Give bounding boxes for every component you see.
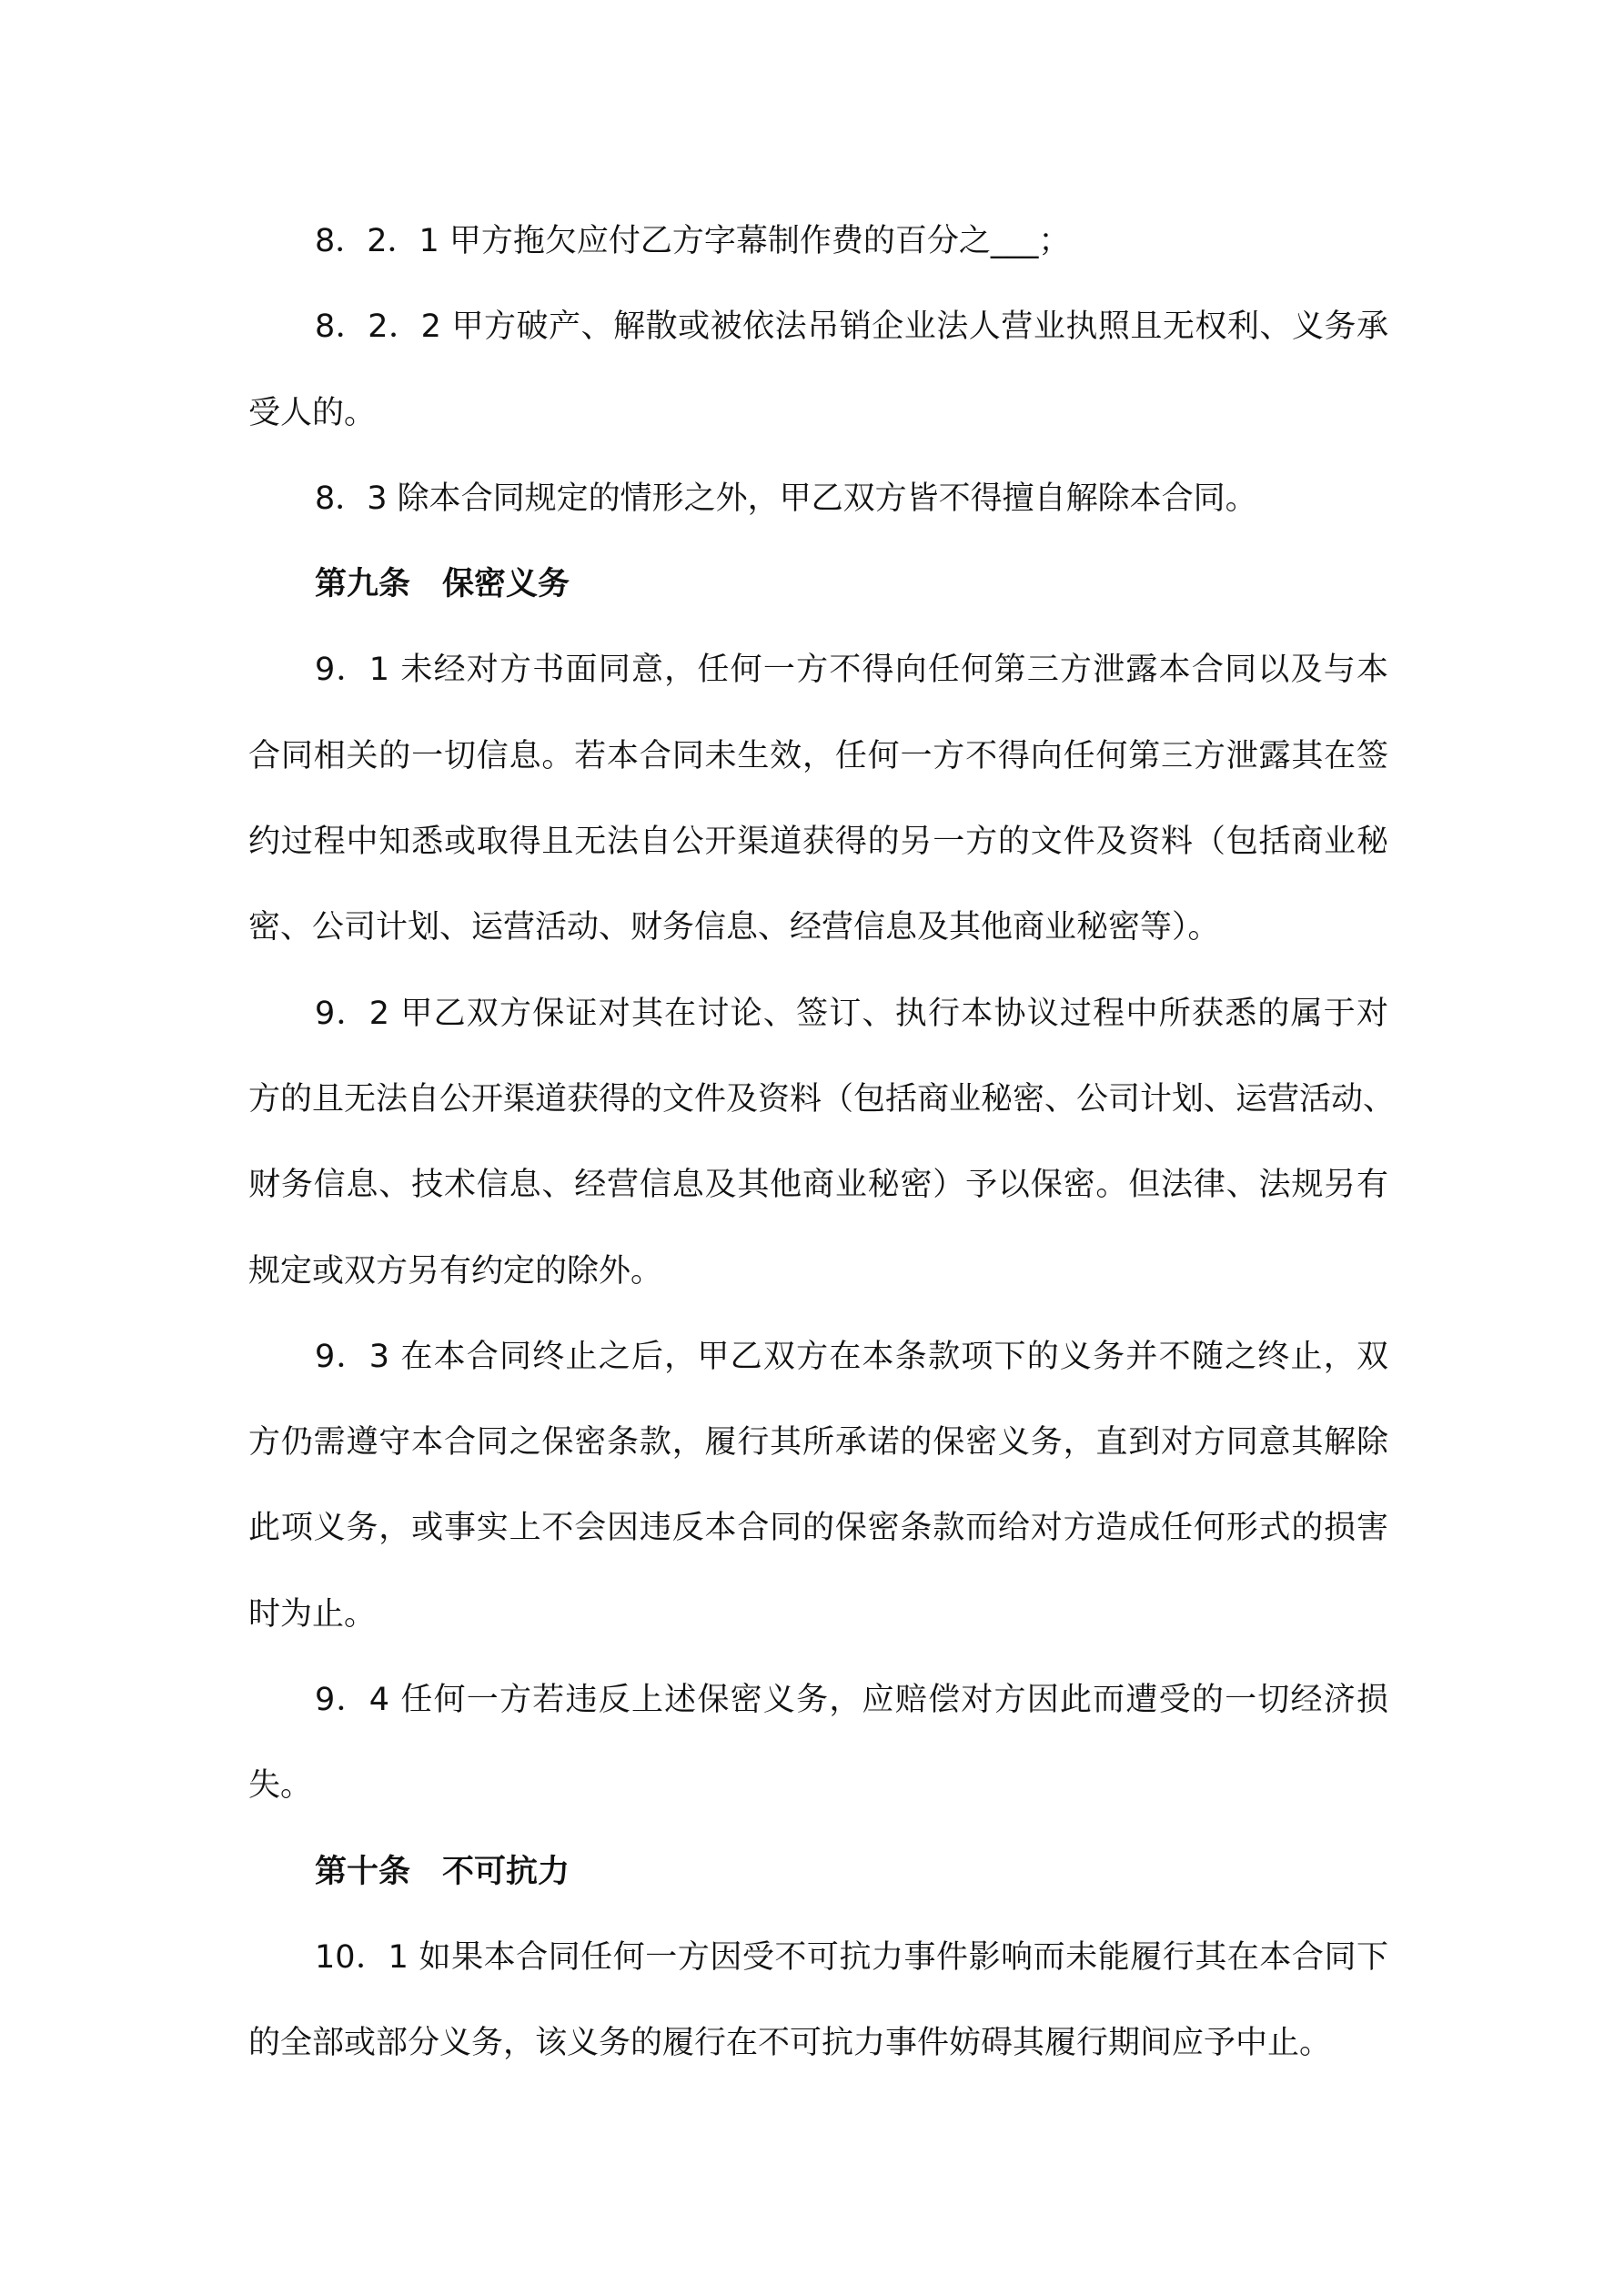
- text-line: 此项义务，或事实上不会因违反本合同的保密条款而给对方造成任何形式的损害: [248, 1510, 1388, 1547]
- text-line: 8．2．1 甲方拖欠应付乙方字幕制作费的百分之___；: [315, 223, 1071, 259]
- section-heading: [248, 541, 1388, 627]
- document-page: [248, 198, 1396, 2087]
- text-line: 合同相关的一切信息。若本合同未生效，任何一方不得向任何第三方泄露其在签: [248, 737, 1388, 774]
- text-line: 密、公司计划、运营活动、财务信息、经营信息及其他商业秘密等）。: [248, 909, 1220, 946]
- text-line: 9．4 任何一方若违反上述保密义务，应赔偿对方因此而遭受的一切经济损: [315, 1682, 1388, 1719]
- paragraph: [248, 1314, 1388, 1657]
- paragraph: [248, 456, 1388, 541]
- text-line: 8．3 除本合同规定的情形之外，甲乙双方皆不得擅自解除本合同。: [315, 480, 1257, 517]
- section-heading: [248, 1829, 1388, 1915]
- text-line: 9．2 甲乙双方保证对其在讨论、签订、执行本协议过程中所获悉的属于对: [315, 995, 1388, 1032]
- paragraph: [248, 1915, 1388, 2087]
- text-line: 8．2．2 甲方破产、解散或被依法吊销企业法人营业执照且无权利、义务承: [315, 308, 1388, 346]
- text-line: 约过程中知悉或取得且无法自公开渠道获得的另一方的文件及资料（包括商业秘: [248, 824, 1388, 861]
- text-line: 财务信息、技术信息、经营信息及其他商业秘密）予以保密。但法律、法规另有: [248, 1167, 1388, 1204]
- text-line: 方的且无法自公开渠道获得的文件及资料（包括商业秘密、公司计划、运营活动、: [248, 1080, 1396, 1118]
- text-line: 方仍需遵守本合同之保密条款，履行其所承诺的保密义务，直到对方同意其解除: [248, 1424, 1388, 1462]
- text-line: 第九条 保密义务: [315, 566, 570, 603]
- text-line: 9．3 在本合同终止之后，甲乙双方在本条款项下的义务并不随之终止，双: [315, 1338, 1388, 1375]
- text-line: 9．1 未经对方书面同意，任何一方不得向任何第三方泄露本合同以及与本: [315, 652, 1388, 689]
- text-line: 规定或双方另有约定的除外。: [248, 1252, 663, 1290]
- text-line: 时为止。: [248, 1595, 377, 1633]
- paragraph: [248, 1657, 1388, 1829]
- paragraph: [248, 198, 1388, 284]
- text-line: 10．1 如果本合同任何一方因受不可抗力事件影响而未能履行其在本合同下: [315, 1938, 1388, 1976]
- paragraph: [248, 627, 1388, 970]
- paragraph: [248, 284, 1388, 456]
- text-line: 第十条 不可抗力: [315, 1853, 570, 1890]
- text-line: 受人的。: [248, 394, 377, 431]
- text-line: 的全部或部分义务，该义务的履行在不可抗力事件妨碍其履行期间应予中止。: [248, 2025, 1332, 2062]
- text-line: 失。: [248, 1767, 313, 1805]
- paragraph: [248, 971, 1396, 1314]
